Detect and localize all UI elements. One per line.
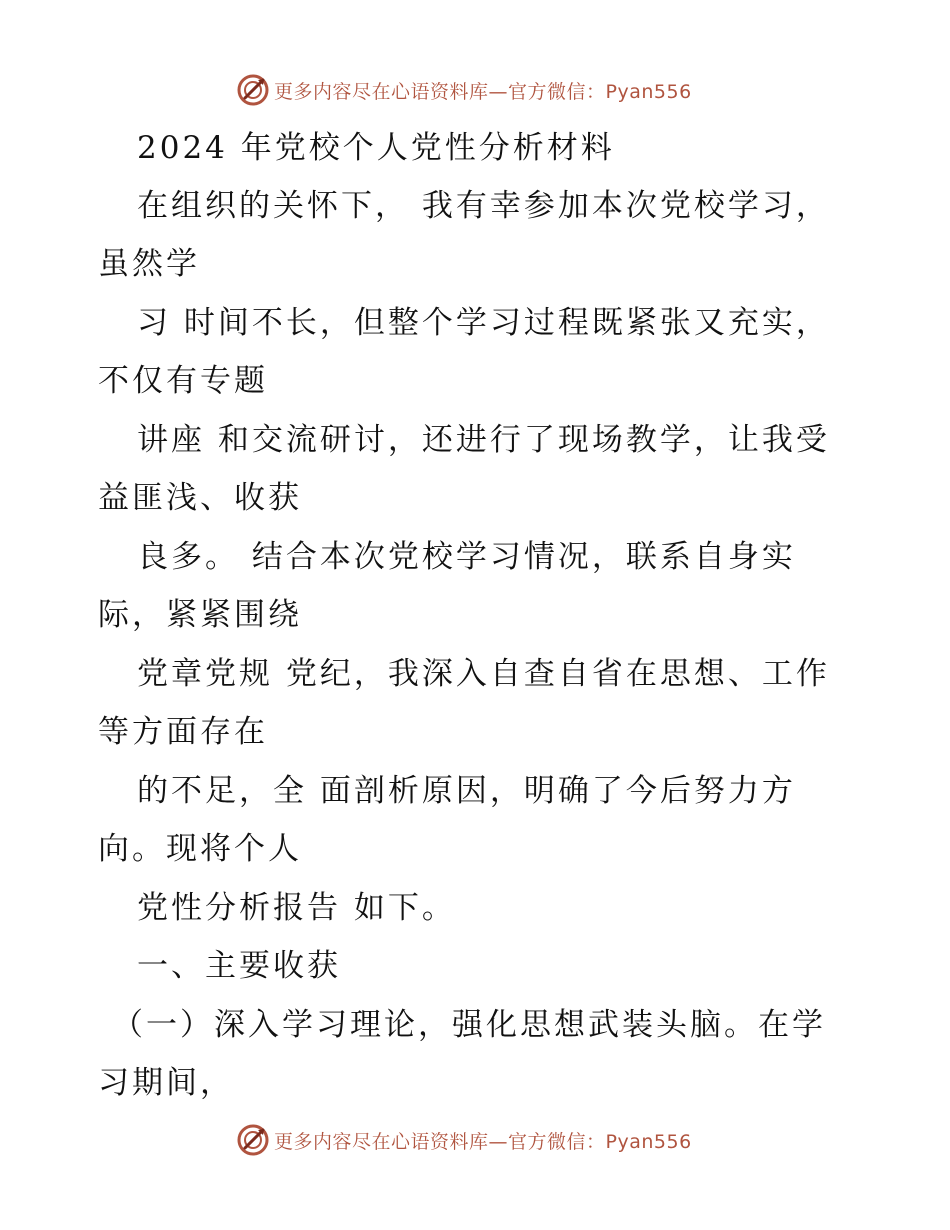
doc-line: 等方面存在 bbox=[98, 714, 268, 750]
header-banner-text: 更多内容尽在心语资料库—官方微信：Pyan556 bbox=[274, 80, 692, 103]
doc-line: 不仅有专题 bbox=[98, 363, 268, 399]
subsection-heading: （一）深入学习理论，强化思想武装头脑。在学 bbox=[112, 1007, 826, 1043]
doc-line: 益匪浅、收获 bbox=[98, 480, 302, 516]
doc-line: 良多。 结合本次党校学习情况，联系自身实 bbox=[137, 539, 796, 575]
section-heading: 一、主要收获 bbox=[137, 948, 341, 984]
doc-line: 向。现将个人 bbox=[98, 831, 302, 867]
doc-line: 习 时间不长，但整个学习过程既紧张又充实， bbox=[137, 305, 830, 341]
doc-line: 党性分析报告 如下。 bbox=[137, 890, 456, 926]
logo-icon bbox=[236, 73, 270, 107]
header-banner bbox=[236, 72, 736, 108]
footer-banner-text: 更多内容尽在心语资料库—官方微信：Pyan556 bbox=[274, 1130, 692, 1153]
doc-line: 的不足，全 面剖析原因，明确了今后努力方 bbox=[137, 773, 796, 809]
doc-line: 习期间， bbox=[98, 1065, 234, 1101]
doc-line: 党章党规 党纪，我深入自查自省在思想、工作 bbox=[137, 656, 830, 692]
doc-line: 讲座 和交流研讨，还进行了现场教学，让我受 bbox=[137, 422, 830, 458]
doc-line: 在组织的关怀下， 我有幸参加本次党校学习， bbox=[137, 188, 830, 224]
doc-title: 2024 年党校个人党性分析材料 bbox=[137, 130, 615, 166]
doc-line: 虽然学 bbox=[98, 246, 200, 282]
footer-banner bbox=[236, 1122, 736, 1158]
logo-icon bbox=[236, 1123, 270, 1157]
doc-line: 际，紧紧围绕 bbox=[98, 597, 302, 633]
